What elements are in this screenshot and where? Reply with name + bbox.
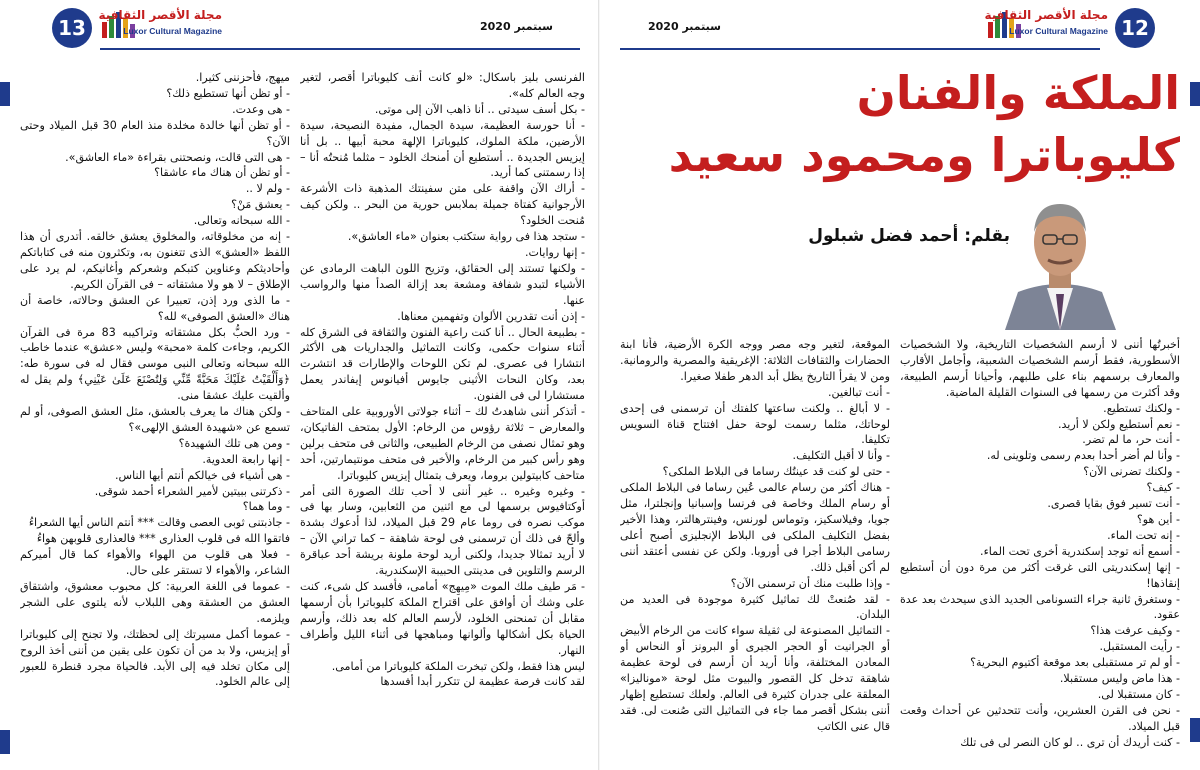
- logo-text-arabic: مجلة الأقصر الثقافية: [98, 8, 222, 22]
- paragraph: - ستجد هذا فى رواية ستكتب بعنوان «ماء العاشق».: [347, 230, 585, 244]
- paragraph: - التماثيل المصنوعة لى ثقيلة سواء كانت من الرخام الأبيض أو الجرانيت أو الحجر الجيرى أو البرونز أو النحاس أو المعادن المختلفة، وأنا أريد أن أرسم فى لوحة عظيمة شاهقة تدخل كل القصور والبيوت مثل لوحة «موناليزا» المعلقة على جدران كثيرة فى العالم. ولعلك تستطيع إظهار أننى بشكل أقصر مما جاء فى التماثيل التى صُنعت لى. فقد قال عنى الكاتب: [620, 624, 890, 733]
- header-rule: [100, 48, 580, 50]
- paragraph: - إنه تحت الماء.: [1107, 528, 1180, 542]
- paragraph: - وأنا لا أقبل التكليف.: [792, 449, 890, 463]
- paragraph: - أو تظن أن هناك ماء عاشقا؟: [154, 166, 290, 180]
- paragraph: - كنت أريدك أن ترى .. لو كان النصر لى فى تلك: [960, 735, 1180, 749]
- paragraph: - كان مستقبلا لى.: [1097, 687, 1180, 701]
- paragraph: ليس هذا فقط، ولكن تبخرت الملكة كليوباترا من أمامى.: [331, 659, 585, 673]
- paragraph: - عموما فى اللغة العربية: كل محبوب معشوق، واشتقاق العشق من العشقة وهى اللبلاب لأنه يلتوى على الشجر ويلزمه.: [20, 580, 290, 625]
- paragraph: - هذا ماض وليس مستقبلا.: [1059, 672, 1180, 686]
- edge-tab: [0, 730, 10, 754]
- paragraph: - أراك الآن واقفة على متن سفينتك المذهبة ذات الأشرعة الأرجوانية كفتاة جميلة بملابس حورية من البحر .. ولكن كيف مُنحت الخلود؟: [300, 182, 585, 228]
- paragraph: - ولكنك تضرنى الآن؟: [1083, 465, 1180, 479]
- issue-date: سبتمبر 2020: [648, 20, 721, 33]
- paragraph: - رأيت المستقبل.: [1099, 640, 1180, 654]
- paragraph: - ولم لا ..: [245, 182, 290, 196]
- paragraph: - ولكنك تستطيع.: [1103, 401, 1180, 415]
- paragraph: - عموما أكمل مسيرتك إلى لحظتك، ولا تجنح إلى كليوباترا أو إيزيس، ولا بد من أن تكون على يقين من أننى أخذ الروح إلى مكان تخلد فيه إلى الأبد. فالحياة مجرد قنطرة للعبور إلى عالم الخلود.: [20, 627, 290, 689]
- magazine-logo: [984, 8, 1108, 44]
- header-rule: [620, 48, 1100, 50]
- article-title: الملكة والفنان: [856, 66, 1180, 120]
- page-number-badge: 13: [52, 8, 92, 48]
- paragraph: - بكل أسف سيدتى .. أنا ذاهب الآن إلى موتى.: [374, 102, 585, 116]
- paragraph: - فعلا هى قلوب من الهواء والأهواء كما قال أميركم الشاعر، والأهواء لا تستقر على حال.: [20, 548, 290, 578]
- paragraph: - ولكنها تستند إلى الحقائق، وتزيح اللون الباهت الرمادى عن الأشياء لتبدو شفافة ومشعة بعد إزالة الصدأ منها والرواسب عنها.: [300, 261, 585, 307]
- paragraph: - أنا حورسة العظيمة، سيدة الجمال، مفيدة النصيحة، سيدة الأرضين، ملكة الملوك، كليوباترا الإلهة محبة أبيها .. بل أنا إيزيس الجديدة .. أستطيع أن أمنحك الخلود – مثلما مُنحتُه أنا – إذا رسمتنى كما أريد.: [300, 118, 585, 180]
- paragraph: أخبرتُها أننى لا أرسم الشخصيات التاريخية، ولا الشخصيات الأسطورية، فقط أرسم الشخصيات الشعبية، وأجامل الأقارب والمعارف برسمهم بناء على طلبهم، وأحيانا أرسم الطبيعة، وقد أكثرت من رسمها فى السنوات القليلة الماضية.: [900, 338, 1180, 399]
- page-12: [600, 0, 1200, 770]
- paragraph: - ذكرتنى ببيتين لأمير الشعراء أحمد شوقى.: [94, 484, 290, 498]
- text-column-1: [900, 337, 1180, 765]
- paragraph: ميهج، فأحزننى كثيرا.: [195, 71, 290, 84]
- paragraph: - بطبيعة الحال .. أنا كنت راعية الفنون والثقافة فى الشرق كله أثناء سنوات حكمى، وكانت التماثيل والجداريات هى الأكثر انتشارا فى عصرى. لم تكن اللوحات والإطارات قد انتشرت بعد، وكان النحات الأثينى جايوس أفيانوس إيفاندر يعمل مستشارا لى فى الفنون.: [300, 325, 585, 403]
- paragraph: - أو لم تر مستقبلى بعد موقعة أكتيوم البحرية؟: [970, 656, 1180, 670]
- paragraph: - الله سبحانه وتعالى.: [193, 214, 290, 228]
- paragraph: - إنها إسكندريتى التى غرقت أكثر من مرة دون أن أستطيع إنقاذها!: [900, 560, 1180, 590]
- paragraph: - ولكن هناك ما يعرف بالعشق، مثل العشق الصوفى، أو لم تسمع عن «شهيدة العشق الإلهى»؟: [20, 405, 290, 434]
- paragraph: - مَر طيف ملك الموت «مِيهِج» أمامى، فأفسد كل شىء، كنت على وشك أن أوافق على اقتراح الملكة كليوباترا بأن أرسمها مقابل أن تمنحنى الخلود، لأرسم العالم كله بعد ذلك، وأرسم الحياة بكل أشكالها وألوانها ومباهجها فى أثناء الليل وأطراف النهار.: [300, 580, 585, 657]
- text-column-2: [620, 337, 890, 765]
- paragraph: - لقد صُنعتْ لك تماثيل كثيرة موجودة فى العديد من البلدان.: [620, 592, 890, 622]
- paragraph: - هناك أكثر من رسام عالمى عُين رساما فى البلاط الملكى أو رسام الملك وخاصة فى فرنسا وإسبانيا وإنجلترا، مثل جويا، وفيلاسكيز، وتوماس لورنس، وفينترهالتر، وهذا الأخير بفضل التكليف الملكى فى البلاط الإنجليزى أصبح أعلى رسامى البلاط أجرا فى أوروبا. ولكن عن نفسى أعتقد أننى لم أكن أقبل ذلك.: [620, 481, 890, 574]
- paragraph: لقد كانت فرصة عظيمة لن تتكرر أبدا أفسدها: [380, 675, 585, 689]
- paragraph: - نعم أستطيع ولكن لا أريد.: [1057, 417, 1180, 431]
- paragraph: - حتى لو كنت قد عينتُك رساما فى البلاط الملكى؟: [662, 465, 890, 479]
- paragraph: الموقعة، لتغير وجه مصر ووجه الكرة الأرضية، فأنا ابنة الحضارات والثقافات الثلاثة: الإغريقية والمصرية والرومانية. ومن لا يقرأ التاريخ يظل أبد الدهر طفلا صغيرا.: [620, 338, 890, 383]
- paragraph: - هى التى قالت، ونصحتنى بقراءة «ماء العاشق».: [65, 150, 290, 164]
- issue-date: سبتمبر 2020: [480, 20, 553, 33]
- paragraph: - إذن أنت تقدرين الألوان وتفهمين معناها.: [397, 309, 585, 323]
- paragraph: - أتذكر أننى شاهدتُ لك – أثناء جولاتى الأوروبية على المتاحف والمعارض – ثلاثة رؤوس من الرخام: الأول بمتحف الفاتيكان، وهو تمثال نصفى من الرخام الطبيعى، والثانى فى متحف برلين وهو رأس كبير من الرخام، والأخير فى متحف مونتيمارتين، أحد متاحف كابيتولين بروما، ويعرف بتمثال إيزيس كليوباترا.: [300, 405, 585, 482]
- paragraph: - هى أشياء فى خيالكم أنتم أيها الناس.: [115, 468, 290, 482]
- paragraph: - جاذبتنى ثوبى العصى وقالت *** أنتم الناس أيها الشعراءُ: [28, 516, 290, 530]
- paragraph: - إنه من مخلوقاته، والمخلوق يعشق خالقه. أتدرى أن هذا اللفظ «العشق» الذى تتغنون به، وتكثرون منه فى كتاباتكم وأحاديثكم وعناوين كتبكم وشعركم وأغانيكم، لم يرد على الإطلاق – لا هو ولا مشتقاته – فى القرآن الكريم.: [20, 230, 290, 291]
- paragraph: - أنت تسير فوق بقايا قصرى.: [1047, 497, 1180, 511]
- paragraph: - إنها رابعة العدوية.: [202, 452, 290, 466]
- paragraph: - هى وعدت.: [232, 102, 290, 116]
- paragraph: - وغيره وغيره .. غير أننى لا أحب تلك الصورة التى أمر أوكتافيوس برسمها لى مع اثنين من الثعابين، وسار بها فى موكب نصره فى روما عام 29 قبل الميلاد، لذا أدعوك بشدة وألحّ فى ذلك أن ترسمنى فى لوحة شاهقة – كما تراني الآن – لا أريد تمثالا جديدا، ولكنى أريد لوحة ملونة بريشة أحد عباقرة الرسم والتلوين فى مدينتى الحبيبة الإسكندرية.: [300, 484, 585, 578]
- paragraph: - وما هما؟: [242, 500, 290, 514]
- author-photo: [1000, 190, 1120, 330]
- paragraph: الفرنسى بليز باسكال: «لو كانت أنف كليوباترا أقصر، لتغير وجه العالم كله».: [300, 71, 585, 100]
- edge-tab: [0, 82, 10, 106]
- paragraph: - أنت حر، ما لم تضر.: [1082, 433, 1180, 447]
- paragraph: - أنت تبالغين.: [828, 385, 890, 399]
- paragraph: - ورد الحبُّ بكل مشتقاته وتراكيبه 83 مرة فى القرآن الكريم، وجاءت كلمة «محبة» وليس «عشق» عندما خاطب الله سبحانه وتعالى النبى موسى فقال له فى سورة طه: ﴿وَأَلْقَيْتُ عَلَيْكَ مَحَبَّةً مِّنِّي وَلِتُصْنَعَ عَلَىٰ عَيْنِي﴾ ولم يقل له وألقيت عليك عشقا منى.: [20, 325, 290, 403]
- page-number-badge: 12: [1115, 8, 1155, 48]
- paragraph: - أين هو؟: [1136, 512, 1180, 526]
- paragraph: - نحن فى القرن العشرين، وأنت تتحدثين عن أحداث وقعت قبل الميلاد.: [900, 703, 1180, 733]
- logo-text-english: Luxor Cultural Magazine: [123, 26, 222, 36]
- magazine-logo: [98, 8, 222, 44]
- logo-text-arabic: مجلة الأقصر الثقافية: [984, 8, 1108, 22]
- paragraph: - أو تظن أنها تستطيع ذلك؟: [166, 86, 290, 100]
- paragraph: - وأنا لم أضر أحدا بعدم رسمى وتلوينى له.: [986, 449, 1180, 463]
- edge-tab: [1190, 82, 1200, 106]
- paragraph: فاتقوا الله فى قلوب العذارى *** فالعذارى قلوبهن هواءُ: [36, 532, 290, 546]
- article-subtitle: كليوباترا ومحمود سعيد: [668, 128, 1180, 182]
- paragraph: - وكيف عرفت هذا؟: [1090, 624, 1180, 638]
- paragraph: - كيف؟: [1146, 481, 1180, 495]
- logo-text-english: Luxor Cultural Magazine: [1009, 26, 1108, 36]
- paragraph: - وإذا طلبت منك أن ترسمنى الآن؟: [730, 576, 890, 590]
- paragraph: - ما الذى ورد إذن، تعبيرا عن العشق وحالاته، خاصة أن هناك «العشق الصوفى» لله؟: [20, 293, 290, 323]
- author-byline: بقلم: أحمد فضل شبلول: [808, 226, 1010, 246]
- paragraph: - ومن هى تلك الشهيدة؟: [178, 436, 290, 450]
- paragraph: - أسمع أنه توجد إسكندرية أخرى تحت الماء.: [980, 544, 1180, 558]
- text-column-1: [300, 70, 585, 765]
- paragraph: - وستغرق ثانية جراء التسونامى الجديد الذى سيحدث بعد عدة عقود.: [900, 592, 1180, 622]
- text-column-2: [20, 70, 290, 765]
- paragraph: - أو تظن أنها خالدة مخلدة منذ العام 30 قبل الميلاد وحتى الآن؟: [20, 118, 290, 148]
- edge-tab: [1190, 718, 1200, 742]
- paragraph: - إنها روايات.: [525, 245, 585, 259]
- paragraph: - لا أبالغ .. ولكنت ساعتها كلفتك أن ترسمنى فى إحدى لوحاتك، مثلما رسمت لوحة حفل افتتاح قناة السويس تكليفا.: [620, 401, 890, 447]
- paragraph: - يعشق مَنْ؟: [231, 198, 290, 212]
